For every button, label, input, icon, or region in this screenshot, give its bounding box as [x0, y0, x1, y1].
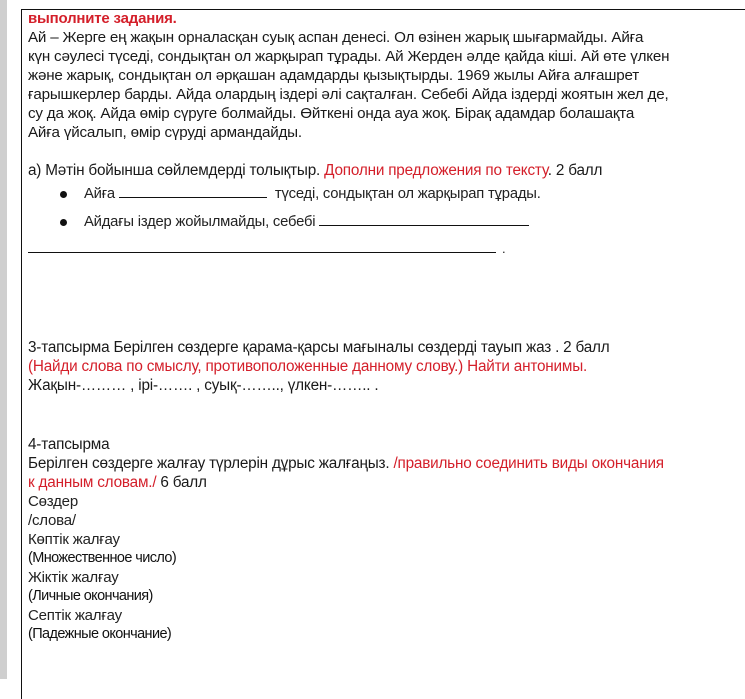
fill-in-blank-long[interactable] — [28, 240, 496, 253]
passage-line: және жарық, сондықтан ол әрқашан адамдарды қызықтырды. 1969 жылы Айға алғашрет — [28, 67, 639, 84]
bullet-text-after: түседі, сондықтан ол жарқырап тұрады. — [270, 186, 541, 202]
task-3-title-ru: (Найди слова по смыслу, противоположенные данному слову.) Найти антонимы. — [28, 358, 588, 375]
task-4-instruction-cont — [28, 473, 740, 492]
continuation-period: . — [502, 241, 506, 256]
task-4-instruction-ru: /правильно соединить виды окончания — [389, 455, 664, 472]
bullet-text-before: Айға — [84, 186, 115, 202]
task-4-instruction-kz: Берілген сөздерге жалғау түрлерін дұрыс жалғаңыз. — [28, 455, 390, 472]
task-a-bullet-item — [28, 213, 740, 241]
word-category-kz: Септік жалғау — [28, 607, 122, 624]
word-category-kz: Көптік жалғау — [28, 531, 120, 548]
fill-in-blank[interactable] — [319, 213, 529, 226]
continuation-line — [28, 238, 740, 262]
passage-line: ғарышкерлер барды. Айда олардың іздері әлі сақталған. Себебі Айда іздерді жоятын жел де, — [28, 86, 669, 103]
task-4-instruction — [28, 454, 740, 473]
document-content — [28, 9, 740, 644]
word-category-kz: Жіктік жалғау — [28, 569, 119, 586]
task-3 — [28, 338, 740, 395]
task-a-bullet-item — [28, 185, 740, 213]
task-a-points: . 2 балл — [547, 162, 603, 179]
task-a-title — [28, 161, 740, 180]
word-category-ru: (Личные окончания) — [28, 588, 153, 604]
intro-heading: выполните задания. — [28, 10, 177, 27]
task-4 — [28, 435, 740, 644]
task-3-title-kz: 3-тапсырма Берілген сөздерге қарама-қарсы мағыналы сөздерді тауып жаз . 2 балл — [28, 339, 610, 356]
word-category-ru: /слова/ — [28, 512, 76, 529]
passage-line: Айға үйсалып, өмір сүруді армандайды. — [28, 124, 302, 141]
reading-passage — [28, 28, 740, 142]
task-a-label-kz: а) Мәтін бойынша сөйлемдерді толықтыр. — [28, 162, 321, 179]
fill-in-blank[interactable] — [119, 185, 267, 198]
task-a-bullet-list — [28, 185, 740, 241]
task-a — [28, 161, 740, 262]
passage-line: күн сәулесі түседі, сондықтан ол жарқырап тұрады. Ай Жерден әлде қайда кіші. Ай өте үлкен — [28, 48, 670, 65]
bullet-icon — [60, 219, 67, 226]
word-category-ru: (Множественное число) — [28, 550, 177, 566]
word-category-kz: Сөздер — [28, 493, 78, 510]
task-4-instruction-ru-cont: к данным словам./ — [28, 474, 157, 491]
passage-line: Ай – Жерге ең жақын орналасқан суық аспан денесі. Ол өзінен жарық шығармайды. Айға — [28, 29, 644, 46]
task-4-word-list — [28, 492, 740, 644]
task-4-title: 4-тапсырма — [28, 436, 110, 453]
task-4-points: 6 балл — [156, 474, 207, 491]
passage-line: су да жоқ. Айда өмір сүруге болмайды. Өйткені онда ауа жоқ. Бірақ адамдар болашақта — [28, 105, 635, 122]
bullet-icon — [60, 191, 67, 198]
page-edge-strip — [0, 0, 7, 679]
bullet-text-before: Айдағы іздер жойылмайды, себебі — [84, 214, 316, 230]
task-3-words: Жақын-……… , ірі-……. , суық-…….., үлкен-…….. . — [28, 377, 379, 394]
word-category-ru: (Падежные окончание) — [28, 626, 172, 642]
task-a-label-ru: Дополни предложения по тексту — [324, 162, 548, 179]
